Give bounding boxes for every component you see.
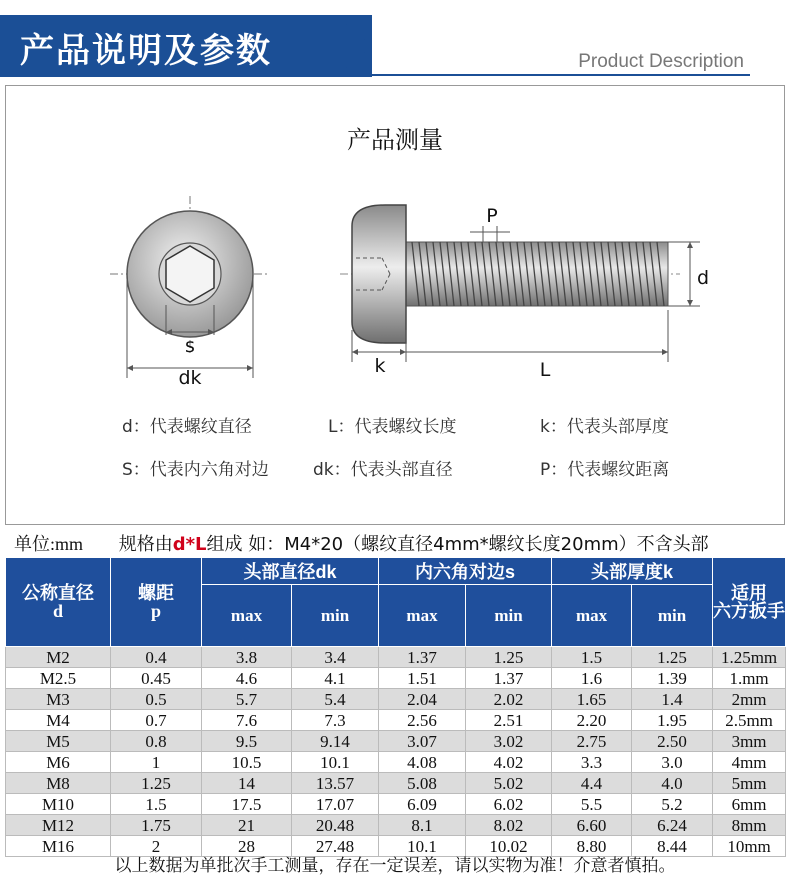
spec-highlight: d*L [172,534,207,555]
table-cell: 0.7 [111,710,202,731]
label-d: d [696,267,710,289]
table-cell: 2.5mm [713,710,786,731]
table-cell: 4mm [713,752,786,773]
table-cell: 0.5 [111,689,202,710]
label-P: P [486,205,498,227]
table-cell: 14 [202,773,292,794]
spec-suffix: 组成 如：M4*20（螺纹直径4mm*螺纹长度20mm）不含头部 [206,534,709,555]
table-row [6,647,786,668]
table-cell: 1.25 [111,773,202,794]
table-cell: 2.51 [466,710,552,731]
table-cell: M2.5 [6,668,111,689]
table-cell: 4.0 [632,773,713,794]
table-cell: 3.0 [632,752,713,773]
table-cell: M3 [6,689,111,710]
table-cell: 0.45 [111,668,202,689]
table-cell: 3.3 [552,752,632,773]
table-cell: 2 [111,836,202,857]
page-subtitle: Product Description [578,51,744,72]
header-pitch: 螺距 p [111,558,202,647]
table-row [6,731,786,752]
table-cell: 3.8 [202,647,292,668]
table-row [6,794,786,815]
label-s: s [185,335,195,357]
table-cell: 5.7 [202,689,292,710]
table-cell: 10.02 [466,836,552,857]
table-cell: 1 [111,752,202,773]
spec-table-body [6,647,786,857]
table-row [6,710,786,731]
table-cell: 1.5 [111,794,202,815]
header-hex-size: 内六角对边s [379,558,552,585]
unit-label: 单位:mm [14,534,84,554]
table-cell: 1.95 [632,710,713,731]
table-cell: 1.65 [552,689,632,710]
table-cell: 10.5 [202,752,292,773]
table-cell: 1.37 [466,668,552,689]
legend-L: L：代表螺纹长度 [328,417,457,437]
spec-info-line [14,530,709,556]
legend-s: S：代表内六角对边 [122,460,269,480]
table-cell: 2mm [713,689,786,710]
header-dk-max: max [202,585,292,647]
table-cell: 1.25 [632,647,713,668]
spec-prefix: 规格由 [118,534,173,555]
table-cell: M16 [6,836,111,857]
table-cell: 1.6 [552,668,632,689]
table-row [6,773,786,794]
table-cell: 21 [202,815,292,836]
table-cell: 5.4 [292,689,379,710]
table-cell: 8mm [713,815,786,836]
table-cell: 1.25 [466,647,552,668]
table-cell: 13.57 [292,773,379,794]
table-cell: 6.60 [552,815,632,836]
table-cell: 4.1 [292,668,379,689]
table-cell: 1.39 [632,668,713,689]
table-cell: 3.07 [379,731,466,752]
label-L: L [539,359,551,381]
table-cell: 2.50 [632,731,713,752]
table-cell: 6.24 [632,815,713,836]
table-cell: 4.6 [202,668,292,689]
spec-table [5,557,785,857]
header-head-diameter: 头部直径dk [202,558,379,585]
legend-P: P：代表螺纹距离 [540,460,670,480]
side-view [340,205,700,362]
header-head-thickness: 头部厚度k [552,558,713,585]
header-dk-min: min [292,585,379,647]
table-cell: 20.48 [292,815,379,836]
legend-k: k：代表头部厚度 [540,417,669,437]
table-cell: 2.20 [552,710,632,731]
header-nominal: 公称直径 d [6,558,111,647]
footer-note: 以上数据为单批次手工测量，存在一定误差，请以实物为准！介意者慎拍。 [114,856,676,876]
label-dk: dk [178,367,202,389]
table-cell: 2.02 [466,689,552,710]
legend-dk: dk：代表头部直径 [313,460,453,480]
table-cell: 0.8 [111,731,202,752]
table-cell: 4.4 [552,773,632,794]
table-cell: 2.75 [552,731,632,752]
screw-head-side [352,205,406,343]
table-cell: 1.mm [713,668,786,689]
table-cell: 5.02 [466,773,552,794]
table-cell: 8.02 [466,815,552,836]
table-cell: 10.1 [379,836,466,857]
table-cell: M4 [6,710,111,731]
table-cell: 1.37 [379,647,466,668]
table-cell: 1.51 [379,668,466,689]
table-cell: 7.6 [202,710,292,731]
table-cell: 8.1 [379,815,466,836]
label-k: k [374,355,386,377]
table-cell: 7.3 [292,710,379,731]
table-cell: M10 [6,794,111,815]
table-cell: 28 [202,836,292,857]
table-row [6,668,786,689]
table-cell: 6.02 [466,794,552,815]
table-cell: 27.48 [292,836,379,857]
table-cell: 10.1 [292,752,379,773]
table-cell: 1.4 [632,689,713,710]
table-cell: 6mm [713,794,786,815]
table-cell: M5 [6,731,111,752]
table-cell: 2.56 [379,710,466,731]
header-wrench: 适用 六方扳手 [713,558,786,647]
table-cell: 4.08 [379,752,466,773]
table-cell: 2.04 [379,689,466,710]
table-cell: 3.4 [292,647,379,668]
table-cell: 3.02 [466,731,552,752]
table-cell: 5.2 [632,794,713,815]
table-cell: 8.44 [632,836,713,857]
table-cell: 6.09 [379,794,466,815]
header-k-max: max [552,585,632,647]
header-s-min: min [466,585,552,647]
header-k-min: min [632,585,713,647]
table-cell: 5mm [713,773,786,794]
table-cell: M8 [6,773,111,794]
table-row [6,815,786,836]
table-cell: 8.80 [552,836,632,857]
table-cell: 5.5 [552,794,632,815]
table-row [6,689,786,710]
page-title: 产品说明及参数 [20,31,272,71]
table-cell: 0.4 [111,647,202,668]
diagram-title: 产品测量 [347,126,443,154]
header-s-max: max [379,585,466,647]
table-cell: 4.02 [466,752,552,773]
table-cell: 9.5 [202,731,292,752]
table-cell: 9.14 [292,731,379,752]
table-cell: 3mm [713,731,786,752]
table-cell: M12 [6,815,111,836]
table-cell: 1.75 [111,815,202,836]
table-cell: M6 [6,752,111,773]
table-cell: 5.08 [379,773,466,794]
table-cell: 17.5 [202,794,292,815]
table-cell: 1.25mm [713,647,786,668]
table-cell: M2 [6,647,111,668]
legend-d: d：代表螺纹直径 [122,417,252,437]
table-cell: 1.5 [552,647,632,668]
table-cell: 17.07 [292,794,379,815]
table-cell: 10mm [713,836,786,857]
table-row [6,752,786,773]
